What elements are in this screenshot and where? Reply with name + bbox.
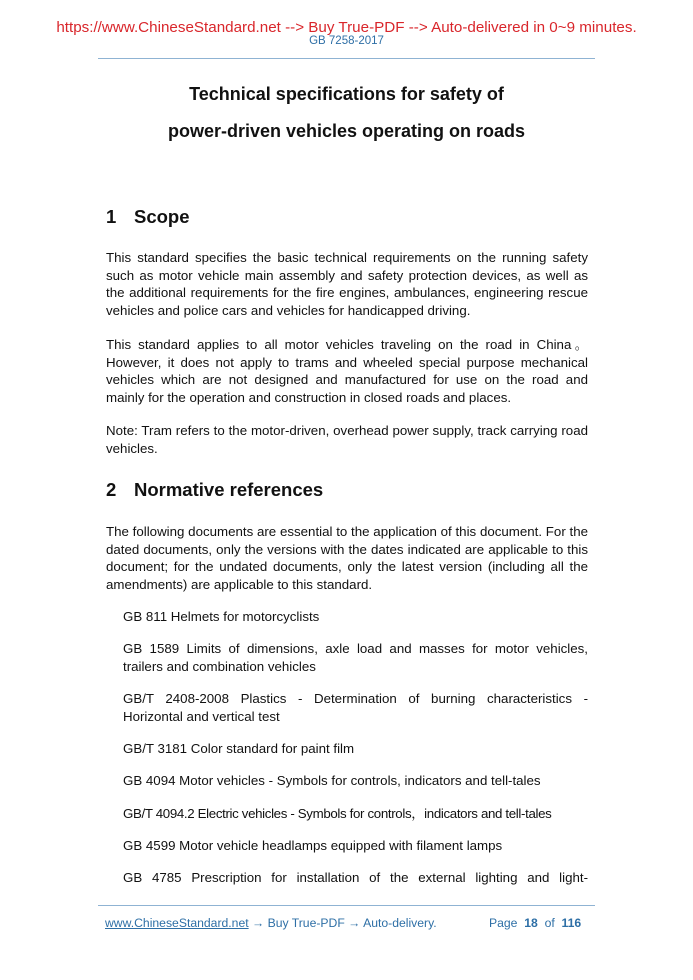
document-title-line1: Technical specifications for safety of	[189, 84, 504, 104]
section-number: 1	[106, 206, 117, 227]
scope-paragraph-1: This standard specifies the basic technical requirements on the running safety such as motor vehicle main assembly and safety protection devices, as well as the additional requirements for the fire engines, ambulances, engineering rescue vehicles and police cars and vehicles for handicapped driving.	[106, 250, 588, 318]
promo-banner[interactable]: https://www.ChineseStandard.net --> Buy True-PDF --> Auto-delivered in 0~9 minutes.	[56, 19, 637, 36]
reference-item: GB 1589 Limits of dimensions, axle load and masses for motor vehicles, trailers and combination vehicles	[123, 641, 588, 674]
references-intro-paragraph: The following documents are essential to the application of this document. For the dated documents, only the versions with the dates indicated are applicable to this document; for the undated documents, only the latest version (including all the amendments) are applicable to this standard.	[106, 524, 588, 592]
document-title-line2: power-driven vehicles operating on roads	[167, 121, 526, 141]
section-number: 2	[106, 479, 117, 500]
page-indicator	[489, 916, 581, 931]
footer-tagline: → Buy True-PDF → Auto-delivery.	[248, 916, 437, 930]
footer-divider	[98, 905, 595, 906]
section-title: Scope	[134, 206, 190, 227]
current-page-number: 18	[524, 916, 538, 930]
scope-note: Note: Tram refers to the motor-driven, overhead power supply, track carrying road vehicles.	[106, 423, 588, 456]
footer-promo	[105, 916, 437, 931]
reference-item: GB 4599 Motor vehicle headlamps equipped with filament lamps	[123, 838, 503, 853]
page-label: Page	[489, 916, 518, 930]
section-title: Normative references	[134, 479, 324, 500]
total-pages: 116	[561, 916, 582, 930]
footer-website-link[interactable]: www.ChineseStandard.net	[105, 916, 249, 930]
reference-item: GB 4094 Motor vehicles - Symbols for controls, indicators and tell-tales	[123, 773, 541, 788]
reference-item: GB/T 3181 Color standard for paint film	[123, 741, 355, 756]
scope-paragraph-2: This standard applies to all motor vehicles traveling on the road in China。 However, it does not apply to trams and wheeled special purpose mechanical vehicles which are not designed and manufactured for use on the road and mainly for the operation and construction in closed roads and places.	[106, 337, 588, 405]
reference-item: GB 811 Helmets for motorcyclists	[123, 609, 320, 624]
section-heading-normative-references	[106, 479, 323, 501]
reference-item: GB/T 2408-2008 Plastics - Determination of burning characteristics - Horizontal and vertical test	[123, 691, 588, 724]
reference-item: GB/T 4094.2 Electric vehicles - Symbols for controls，indicators and tell-tales	[123, 806, 552, 821]
of-label: of	[544, 916, 555, 930]
reference-item: GB 4785 Prescription for installation of the external lighting and light-	[123, 870, 588, 885]
standard-code: GB 7258-2017	[309, 35, 384, 47]
section-heading-scope	[106, 206, 190, 228]
header-divider	[98, 58, 595, 59]
